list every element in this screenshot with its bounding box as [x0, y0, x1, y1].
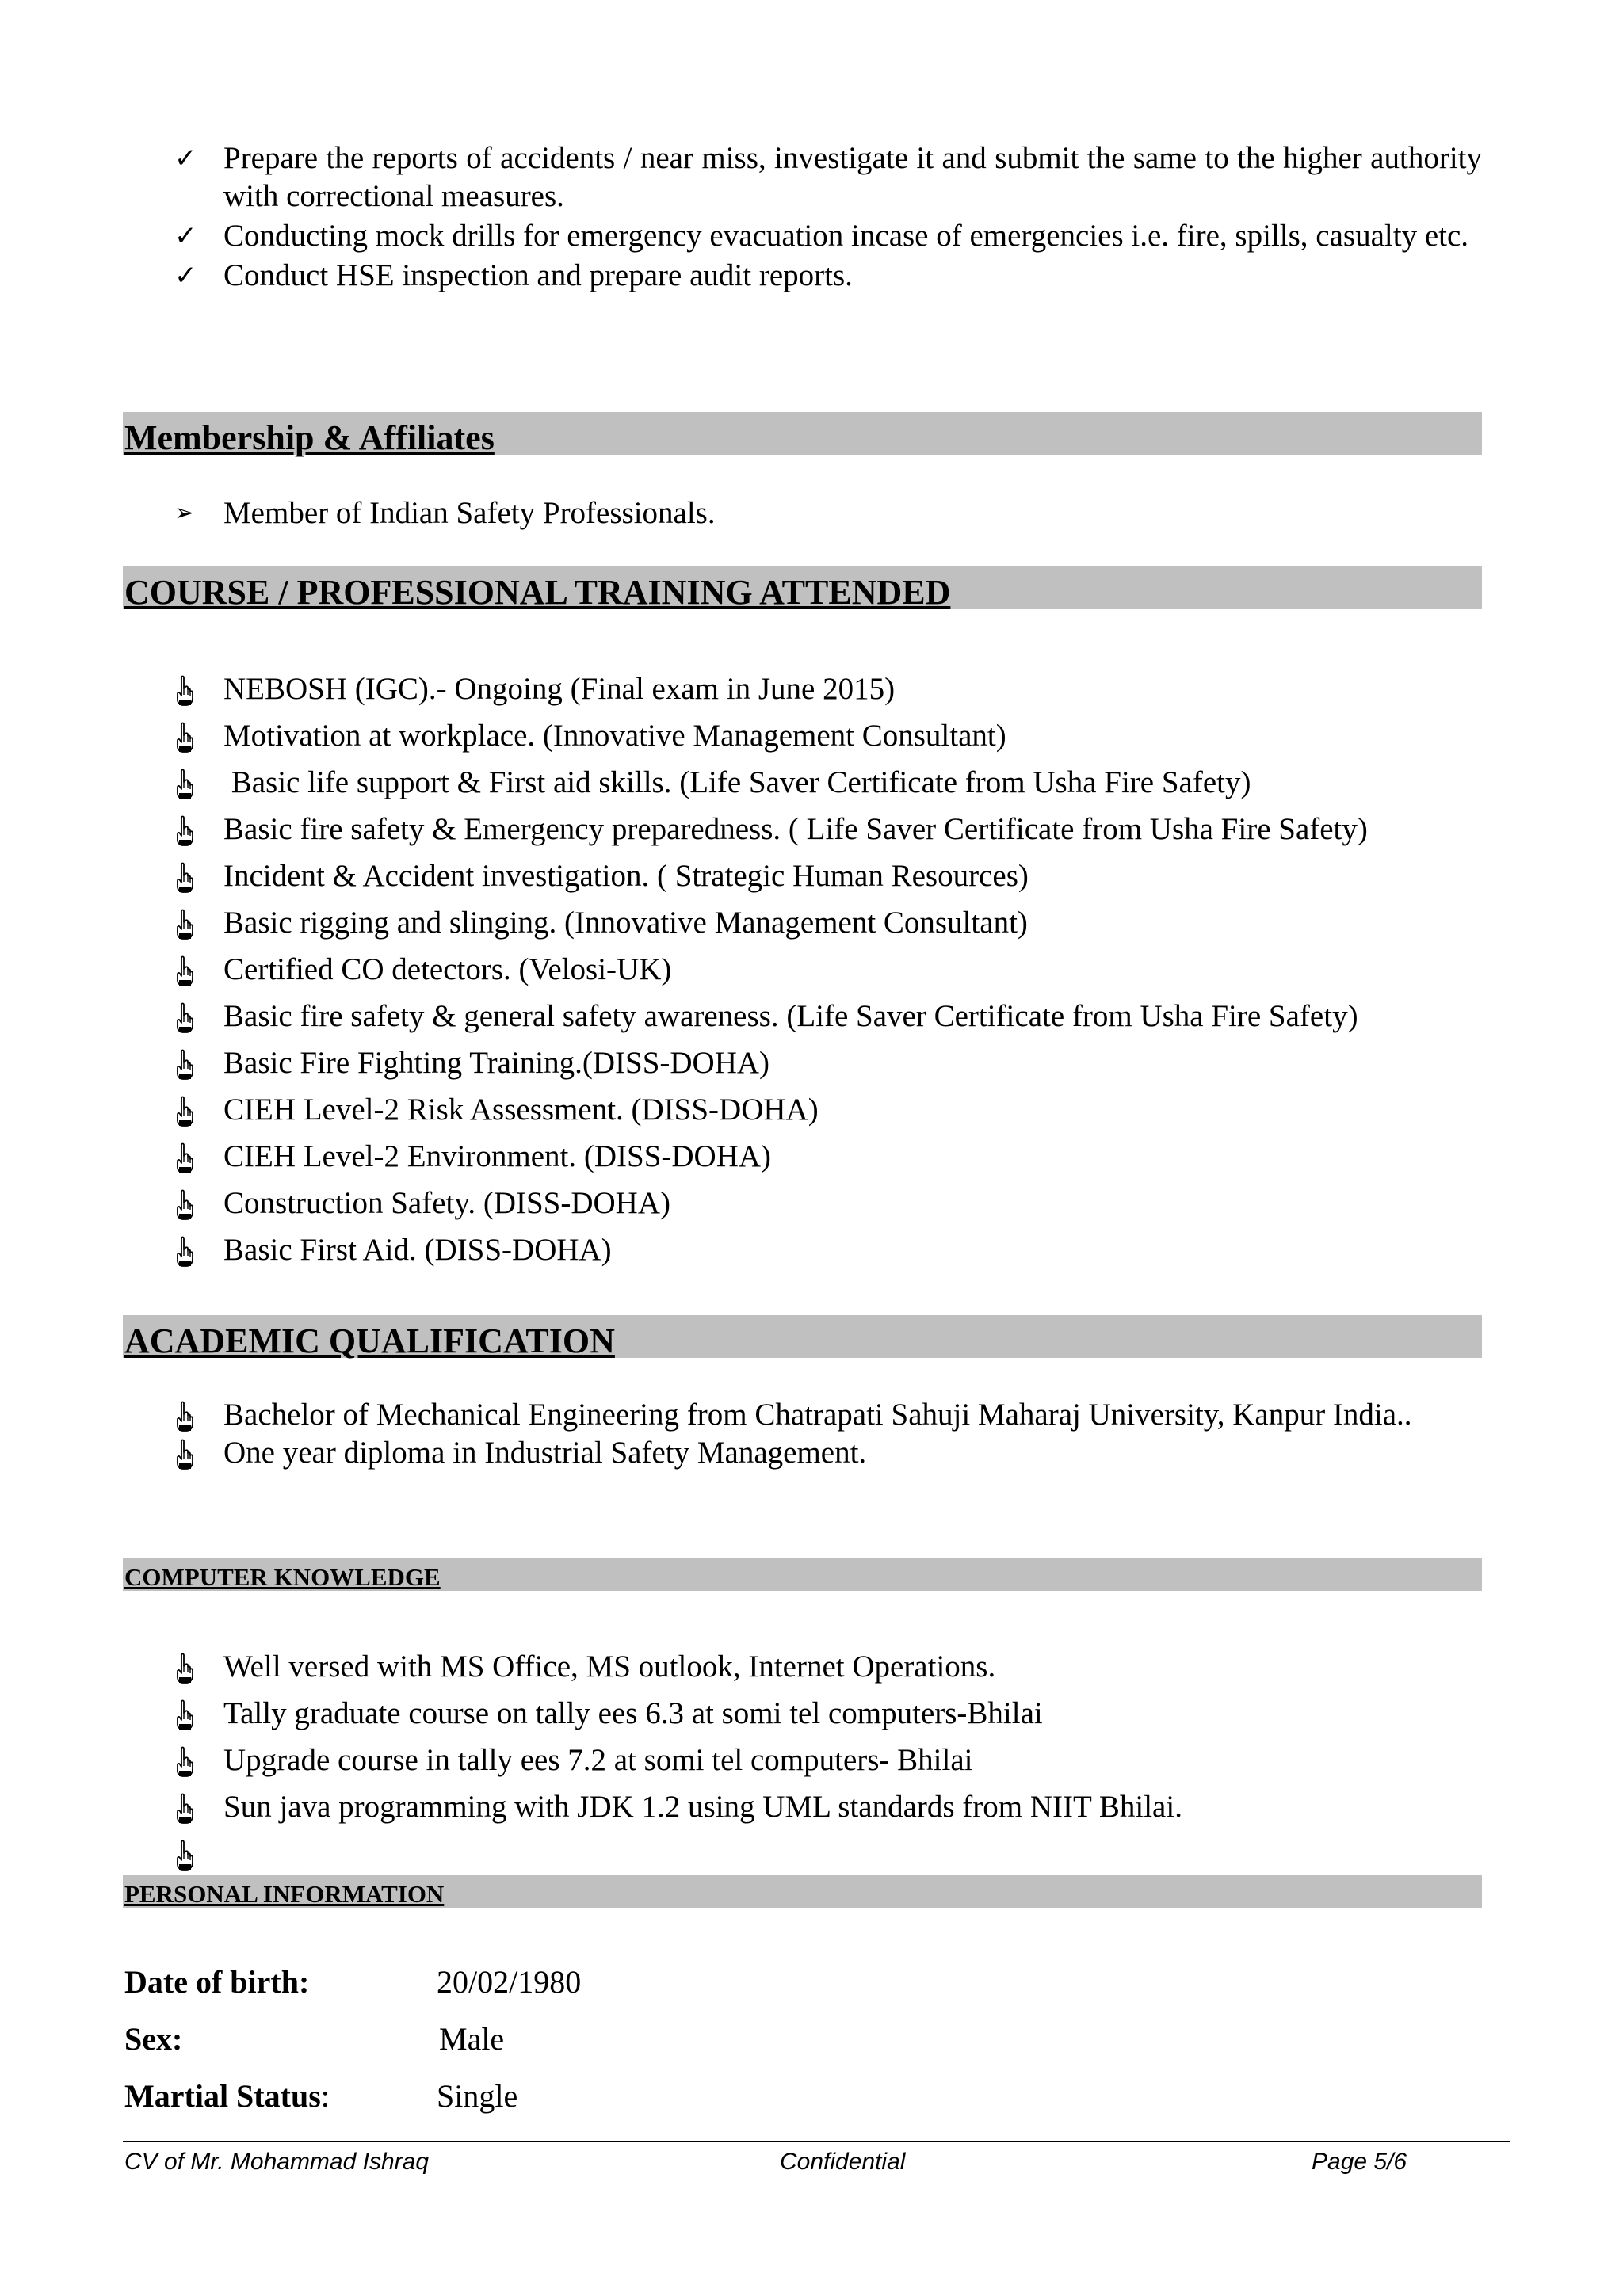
list-item	[174, 717, 1482, 755]
footer-center: Confidential	[780, 2149, 906, 2175]
pointing-hand-icon	[174, 670, 209, 705]
pointing-hand-icon	[174, 1091, 209, 1126]
section-title: COMPUTER KNOWLEDGE	[124, 1563, 441, 1591]
training-item-text: Incident & Accident investigation. ( Strategic Human Resources)	[223, 859, 1029, 893]
training-list	[174, 670, 1482, 1278]
training-item-text: Construction Safety. (DISS-DOHA)	[223, 1186, 670, 1220]
pointing-hand-icon	[174, 1184, 209, 1219]
training-item-text: Basic life support & First aid skills. (Life Saver Certificate from Usha Fire Safety)	[223, 765, 1251, 799]
academic-item-text: One year diploma in Industrial Safety Management.	[223, 1436, 867, 1470]
marital-status-label-text: Martial Status	[124, 2078, 321, 2114]
check-icon: ✓	[174, 143, 197, 174]
section-header-computer	[123, 1558, 1482, 1591]
marital-status-label	[124, 2077, 330, 2115]
check-icon: ✓	[174, 220, 197, 252]
sex-label: Sex:	[124, 2021, 183, 2057]
list-item	[174, 1138, 1482, 1176]
training-item-text: Basic Fire Fighting Training.(DISS-DOHA)	[223, 1046, 770, 1080]
training-item-text: CIEH Level-2 Environment. (DISS-DOHA)	[223, 1139, 772, 1173]
computer-item-text: Well versed with MS Office, MS outlook, Internet Operations.	[223, 1650, 996, 1684]
list-item	[174, 1396, 1482, 1434]
pointing-hand-icon	[174, 1741, 209, 1776]
section-header-training	[123, 566, 1482, 612]
list-item	[174, 997, 1482, 1035]
duty-text: Conducting mock drills for emergency evacuation incase of emergencies i.e. fire, spills, casualty etc.	[223, 219, 1469, 253]
training-item-text: Certified CO detectors. (Velosi-UK)	[223, 952, 672, 986]
membership-list	[174, 494, 1482, 532]
pointing-hand-icon	[174, 1695, 209, 1730]
training-item-text: NEBOSH (IGC).- Ongoing (Final exam in June 2015)	[223, 672, 896, 706]
section-header-academic	[123, 1315, 1482, 1358]
footer-divider	[123, 2141, 1510, 2142]
dob-label: Date of birth:	[124, 1964, 310, 2000]
computer-list	[174, 1648, 1482, 1835]
training-item-text: Basic fire safety & general safety awareness. (Life Saver Certificate from Usha Fire Safety)	[223, 999, 1358, 1033]
list-item	[174, 217, 1482, 255]
training-item-text: Motivation at workplace. (Innovative Management Consultant)	[223, 719, 1006, 753]
list-item	[174, 951, 1482, 989]
pointing-hand-icon	[174, 1648, 209, 1683]
pointing-hand-icon	[174, 1434, 209, 1469]
footer-left: CV of Mr. Mohammad Ishraq	[124, 2149, 430, 2175]
pointing-hand-icon	[174, 951, 209, 986]
pointing-hand-icon	[174, 904, 209, 939]
marital-status-colon: :	[320, 2078, 330, 2114]
list-item	[174, 139, 1482, 215]
academic-item-text: Bachelor of Mechanical Engineering from Chatrapati Sahuji Maharaj University, Kanpur India..	[223, 1398, 1412, 1432]
list-item	[174, 1788, 1482, 1826]
list-item	[174, 257, 1482, 295]
training-item-text: CIEH Level-2 Risk Assessment. (DISS-DOHA)	[223, 1093, 819, 1127]
pointing-hand-icon	[174, 1231, 209, 1266]
list-item	[174, 1184, 1482, 1222]
list-item	[174, 857, 1482, 895]
list-item	[174, 904, 1482, 942]
pointing-hand-icon	[174, 764, 209, 799]
sex-value: Male	[439, 2021, 505, 2057]
pointing-hand-icon	[174, 1044, 209, 1079]
computer-item-text: Upgrade course in tally ees 7.2 at somi tel computers- Bhilai	[223, 1743, 973, 1777]
list-item	[174, 810, 1482, 849]
academic-list	[174, 1396, 1482, 1472]
section-title: COURSE / PROFESSIONAL TRAINING ATTENDED	[124, 573, 951, 612]
list-item	[174, 1091, 1482, 1129]
membership-text: Member of Indian Safety Professionals.	[223, 496, 716, 530]
list-item	[174, 1231, 1482, 1269]
section-header-membership	[123, 412, 1482, 455]
pointing-hand-icon	[174, 1396, 209, 1431]
list-item	[174, 494, 1482, 532]
footer-right: Page 5/6	[1312, 2149, 1407, 2175]
pointing-hand-icon	[174, 997, 209, 1032]
check-icon: ✓	[174, 260, 197, 292]
dob-value: 20/02/1980	[437, 1964, 582, 2000]
pointing-hand-icon	[174, 1788, 209, 1823]
pointing-hand-icon	[174, 857, 209, 892]
section-title: Membership & Affiliates	[124, 418, 495, 457]
list-item	[174, 1434, 1482, 1472]
training-item-text: Basic fire safety & Emergency preparedness. ( Life Saver Certificate from Usha Fire Safety)	[223, 812, 1368, 846]
list-item	[174, 764, 1482, 802]
pointing-hand-icon	[174, 1835, 209, 1870]
list-item	[174, 1648, 1482, 1686]
training-item-text: Basic First Aid. (DISS-DOHA)	[223, 1233, 612, 1267]
list-item	[174, 1741, 1482, 1779]
pointing-hand-icon	[174, 717, 209, 752]
computer-item-text: Tally graduate course on tally ees 6.3 at somi tel computers-Bhilai	[223, 1696, 1043, 1730]
duties-list	[174, 139, 1482, 296]
training-item-text: Basic rigging and slinging. (Innovative Management Consultant)	[223, 906, 1028, 940]
duty-text: Prepare the reports of accidents / near miss, investigate it and submit the same to the higher authority with correctional measures.	[223, 141, 1482, 213]
duty-text: Conduct HSE inspection and prepare audit reports.	[223, 258, 853, 292]
arrow-right-icon: ➢	[174, 499, 195, 527]
computer-item-text: Sun java programming with JDK 1.2 using UML standards from NIIT Bhilai.	[223, 1790, 1182, 1824]
list-item	[174, 670, 1482, 708]
pointing-hand-icon	[174, 1138, 209, 1173]
list-item	[174, 1044, 1482, 1082]
section-header-personal	[123, 1875, 1482, 1908]
section-title: ACADEMIC QUALIFICATION	[124, 1322, 615, 1360]
list-item	[174, 1695, 1482, 1733]
marital-status-value: Single	[437, 2078, 518, 2114]
pointing-hand-icon	[174, 810, 209, 845]
section-title: PERSONAL INFORMATION	[124, 1880, 445, 1908]
